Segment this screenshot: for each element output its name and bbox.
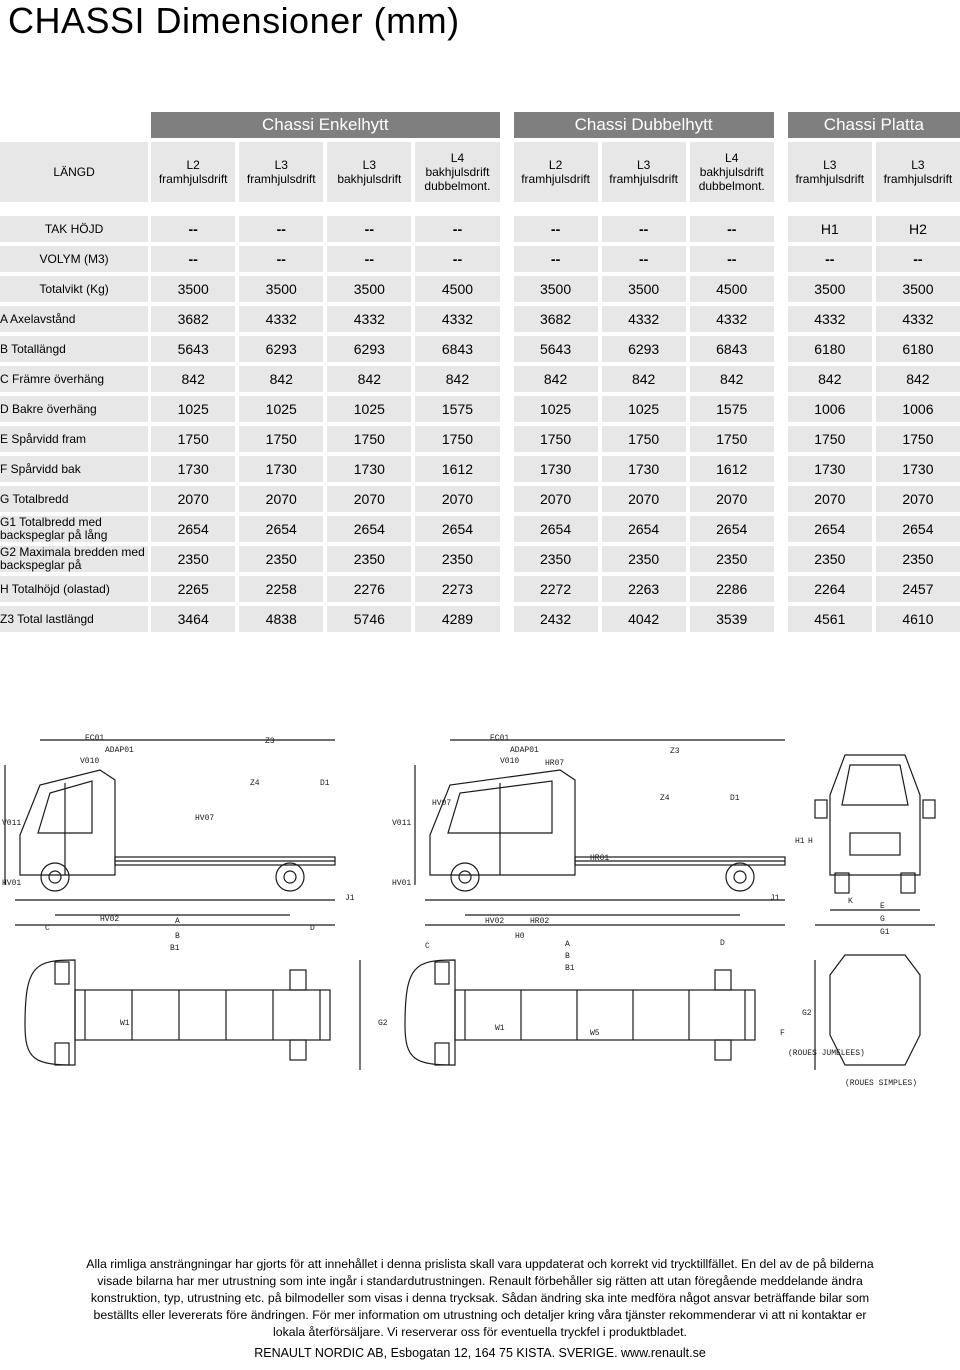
table-cell: 1750: [327, 426, 411, 456]
dimension-label: G: [880, 915, 885, 924]
front-view-drawing: [815, 755, 935, 1065]
table-row: [0, 606, 960, 636]
table-cell: 2264: [788, 576, 872, 606]
column-header: [690, 142, 774, 206]
table-cell: 1750: [876, 426, 960, 456]
table-cell: 3464: [151, 606, 235, 636]
dimension-label: V010: [500, 757, 520, 766]
column-header: [239, 142, 323, 206]
dimension-label: D1: [730, 794, 740, 803]
dimension-label: HV02: [485, 917, 505, 926]
mirror: [815, 800, 827, 818]
table-row: [0, 246, 960, 276]
dimension-label: B1: [565, 964, 575, 973]
table-cell: 4561: [788, 606, 872, 636]
table-cell: 3500: [151, 276, 235, 306]
table-cell: 1025: [327, 396, 411, 426]
double-cab-top-drawing: [405, 960, 815, 1070]
table-cell: 842: [876, 366, 960, 396]
table-cell: 3500: [239, 276, 323, 306]
table-cell: 2350: [327, 546, 411, 576]
dimension-label: J1: [770, 894, 780, 903]
column-header: [788, 142, 872, 206]
dimension-label: V011: [2, 819, 22, 828]
table-row: [0, 306, 960, 336]
table-cell: 2457: [876, 576, 960, 606]
table-cell: 2272: [514, 576, 598, 606]
table-cell: 1730: [151, 456, 235, 486]
table-cell: 1750: [690, 426, 774, 456]
dimension-label: H1: [795, 837, 805, 846]
table-cell: 4332: [876, 306, 960, 336]
table-cell: 1612: [415, 456, 499, 486]
table-cell: 4332: [788, 306, 872, 336]
column-header-line: L3: [274, 158, 288, 172]
row-label: D Bakre överhäng: [0, 396, 148, 426]
column-header-line: L4: [450, 151, 465, 165]
table-cell: 1750: [151, 426, 235, 456]
table-cell: --: [151, 216, 235, 246]
dimension-label: EC01: [490, 734, 510, 743]
table-cell: 1750: [415, 426, 499, 456]
dimension-label: F: [780, 1029, 785, 1038]
table-cell: 1750: [788, 426, 872, 456]
wheel-top: [290, 1040, 306, 1060]
wheel-top: [55, 1043, 69, 1065]
table-cell: 6293: [239, 336, 323, 366]
dimension-label: Z3: [670, 747, 680, 756]
table-cell: 5746: [327, 606, 411, 636]
wheel-top: [715, 1040, 731, 1060]
table-cell: 2265: [151, 576, 235, 606]
dimension-label: EC01: [85, 734, 105, 743]
table-cell: 4500: [415, 276, 499, 306]
company-address: RENAULT NORDIC AB, Esbogatan 12, 164 75 KISTA. SVERIGE. www.renault.se: [254, 1346, 706, 1360]
front-hub: [459, 871, 471, 883]
column-header-line: L2: [186, 158, 200, 172]
table-cell: 842: [514, 366, 598, 396]
column-header: [876, 142, 960, 206]
dimension-label: D: [310, 924, 315, 933]
table-cell: 1575: [415, 396, 499, 426]
row-label: G1 Totalbredd med backspeglar på lång: [0, 516, 148, 546]
table-cell: 1750: [239, 426, 323, 456]
table-cell: 2350: [151, 546, 235, 576]
table-cell: 1575: [690, 396, 774, 426]
dimension-label: HV07: [432, 799, 452, 808]
cab-top: [25, 960, 75, 1065]
table-cell: 3682: [514, 306, 598, 336]
column-header-line: L4: [725, 151, 739, 165]
table-row: [0, 216, 960, 246]
table-cell: --: [690, 216, 774, 246]
table-cell: 4042: [602, 606, 686, 636]
dimension-label: W5: [590, 1029, 600, 1038]
row-label: VOLYM (M3): [0, 246, 148, 276]
row-label: G Totalbredd: [0, 486, 148, 516]
wheel-front-view: [835, 873, 849, 893]
wheel-top: [55, 962, 69, 984]
table-cell: 2258: [239, 576, 323, 606]
table-row: [0, 456, 960, 486]
dimension-label: V011: [392, 819, 412, 828]
column-header-line: bakhjulsdrift: [337, 172, 402, 186]
dimension-label: HR01: [590, 854, 610, 863]
disclaimer-line: lokala återförsäljare. Vi reserverar oss för eventuella tryckfel i produktbladet.: [273, 1325, 687, 1339]
table-cell: 2070: [239, 486, 323, 516]
dimension-label: B1: [170, 944, 180, 953]
row-label: Z3 Total lastlängd: [0, 606, 148, 636]
dimension-label: HV01: [2, 879, 22, 888]
mirror: [923, 800, 935, 818]
table-cell: 842: [788, 366, 872, 396]
column-header-line: framhjulsdrift: [246, 172, 316, 186]
table-cell: 5643: [514, 336, 598, 366]
table-cell: 1612: [690, 456, 774, 486]
table-cell: 2654: [415, 516, 499, 546]
table-cell: 5643: [151, 336, 235, 366]
dimension-label: D: [720, 939, 725, 948]
grille: [850, 833, 900, 855]
table-cell: 1006: [876, 396, 960, 426]
table-cell: 2432: [514, 606, 598, 636]
table-cell: 6843: [415, 336, 499, 366]
wheel-front-view: [901, 873, 915, 893]
chassis-drawings: [0, 725, 960, 1095]
table-cell: 3500: [602, 276, 686, 306]
table-cell: --: [690, 246, 774, 276]
wheel-top: [435, 1043, 449, 1065]
table-cell: 3500: [788, 276, 872, 306]
table-cell: 4332: [239, 306, 323, 336]
table-cell: 2350: [415, 546, 499, 576]
table-cell: 2070: [151, 486, 235, 516]
column-header-line: bakhjulsdrift: [425, 165, 490, 179]
table-cell: 1750: [602, 426, 686, 456]
column-header: [327, 142, 411, 206]
table-cell: 3500: [327, 276, 411, 306]
table-row: [0, 276, 960, 306]
column-header-line: L3: [636, 158, 651, 172]
table-cell: --: [602, 246, 686, 276]
dimension-label: J1: [345, 894, 355, 903]
table-cell: 2654: [788, 516, 872, 546]
table-row: [0, 366, 960, 396]
dimension-label: HV02: [100, 915, 120, 924]
table-cell: --: [415, 216, 499, 246]
dimension-label: Z3: [265, 737, 275, 746]
dimension-label: W1: [495, 1024, 505, 1033]
table-cell: 2654: [151, 516, 235, 546]
table-cell: 3500: [514, 276, 598, 306]
dimension-label: (ROUES JUMELEES): [788, 1049, 865, 1058]
row-label: E Spårvidd fram: [0, 426, 148, 456]
column-header-line: L3: [911, 158, 925, 172]
dimension-label: ADAP01: [510, 746, 539, 755]
table-cell: --: [514, 216, 598, 246]
dimension-label: G2: [802, 1009, 812, 1018]
single-cab-side-drawing: [5, 740, 335, 925]
table-cell: 2350: [514, 546, 598, 576]
table-cell: 1730: [514, 456, 598, 486]
dimension-label: ADAP01: [105, 746, 134, 755]
double-cab-side-drawing: [415, 740, 785, 925]
table-cell: 2350: [239, 546, 323, 576]
table-cell: 842: [415, 366, 499, 396]
dimension-label: A: [565, 940, 570, 949]
table-cell: 2350: [602, 546, 686, 576]
dimension-label: G1: [880, 928, 890, 937]
table-cell: 6843: [690, 336, 774, 366]
table-cell: 6180: [876, 336, 960, 366]
dimension-label: C: [45, 924, 50, 933]
table-cell: 2654: [690, 516, 774, 546]
table-cell: --: [602, 216, 686, 246]
table-cell: 842: [690, 366, 774, 396]
row-label: F Spårvidd bak: [0, 456, 148, 486]
table-cell: 842: [602, 366, 686, 396]
frame-top: [75, 990, 330, 1040]
table-cell: 1025: [239, 396, 323, 426]
table-cell: 4332: [602, 306, 686, 336]
table-cell: 4332: [415, 306, 499, 336]
dimension-label: C: [425, 942, 430, 951]
table-row: [0, 336, 960, 366]
dimension-label: H: [808, 837, 813, 846]
table-cell: 3682: [151, 306, 235, 336]
disclaimer-line: konstruktion, typ, utrustning etc. på bilmodeller som visas i denna trycksak. Sådan ändring ska inte medföra något ansvar beträffande bilar som: [90, 1291, 870, 1305]
disclaimer-footer: [0, 1256, 960, 1362]
dimension-label: V010: [80, 757, 100, 766]
length-header: LÄNGD: [0, 142, 148, 206]
row-label: C Främre överhäng: [0, 366, 148, 396]
table-cell: 1730: [788, 456, 872, 486]
dimension-label: (ROUES SIMPLES): [845, 1079, 918, 1088]
table-row: [0, 486, 960, 516]
column-header-line: dubbelmont.: [698, 179, 765, 193]
group-header-enkelhytt: Chassi Enkelhytt: [151, 112, 499, 142]
dimension-label: HV07: [195, 814, 215, 823]
table-cell: 2654: [602, 516, 686, 546]
table-cell: 1730: [327, 456, 411, 486]
table-cell: 1750: [514, 426, 598, 456]
table-cell: 4332: [327, 306, 411, 336]
table-cell: 1730: [239, 456, 323, 486]
table-cell: 2263: [602, 576, 686, 606]
single-cab-top-drawing: [25, 960, 360, 1070]
table-cell: 842: [239, 366, 323, 396]
row-label: A Axelavstånd: [0, 306, 148, 336]
dimension-label: Z4: [660, 794, 670, 803]
dimension-label: D1: [320, 779, 330, 788]
table-cell: 6293: [602, 336, 686, 366]
table-row: [0, 576, 960, 606]
front-wheel: [41, 863, 69, 891]
column-header-line: L2: [548, 158, 563, 172]
table-cell: 2654: [239, 516, 323, 546]
dimension-label: G2: [378, 1019, 388, 1028]
row-label: H Totalhöjd (olastad): [0, 576, 148, 606]
table-cell: 1730: [602, 456, 686, 486]
windshield: [842, 765, 908, 805]
table-cell: 2070: [327, 486, 411, 516]
dimension-label: HV01: [392, 879, 412, 888]
front-outline: [830, 755, 920, 875]
column-header-line: framhjulsdrift: [883, 172, 953, 186]
wheel-top: [435, 962, 449, 984]
table-cell: 2350: [788, 546, 872, 576]
table-row: [0, 426, 960, 456]
table-cell: 1730: [876, 456, 960, 486]
dimension-label: H0: [515, 932, 525, 941]
table-cell: 3539: [690, 606, 774, 636]
table-cell: 4332: [690, 306, 774, 336]
table-cell: 842: [327, 366, 411, 396]
table-cell: 4500: [690, 276, 774, 306]
table-cell: 4610: [876, 606, 960, 636]
table-cell: 2654: [514, 516, 598, 546]
cab-top: [405, 960, 455, 1065]
dimension-label: B: [175, 932, 180, 941]
front-wheel: [451, 863, 479, 891]
table-cell: 2276: [327, 576, 411, 606]
rear-wheel: [726, 863, 754, 891]
dimension-label: W1: [120, 1019, 130, 1028]
cab-outline: [20, 770, 115, 875]
table-cell: --: [327, 246, 411, 276]
table-cell: --: [415, 246, 499, 276]
table-cell: 2070: [514, 486, 598, 516]
column-header-line: L3: [362, 158, 377, 172]
table-cell: 842: [151, 366, 235, 396]
row-label: B Totallängd: [0, 336, 148, 366]
dimension-label: HR02: [530, 917, 550, 926]
table-cell: --: [788, 246, 872, 276]
table-cell: --: [876, 246, 960, 276]
column-header-line: L3: [823, 158, 837, 172]
column-header: [151, 142, 235, 206]
column-header-line: bakhjulsdrift: [699, 165, 764, 179]
dimension-label: A: [175, 917, 180, 926]
table-cell: 2273: [415, 576, 499, 606]
row-label: Totalvikt (Kg): [0, 276, 148, 306]
row-label: TAK HÖJD: [0, 216, 148, 246]
front-hub: [49, 871, 61, 883]
dimension-label: HR07: [545, 759, 565, 768]
table-cell: 2070: [415, 486, 499, 516]
table-row: [0, 396, 960, 426]
table-row: [0, 546, 960, 576]
disclaimer-line: visade bilarna har mer utrustning som inte ingår i standardutrustningen. Renault förbehåller sig rätten att utan föregående meddelande ändra: [97, 1274, 863, 1288]
row-label: G2 Maximala bredden med backspeglar på: [0, 546, 148, 576]
rear-wheel: [276, 863, 304, 891]
column-header-line: framhjulsdrift: [158, 172, 228, 186]
disclaimer-line: beställts eller levererats före ändringen. För mer information om utrustning och detaljer kring våra tjänster rekommenderar vi att ni kontaktar er: [93, 1308, 867, 1322]
table-cell: 2350: [876, 546, 960, 576]
table-cell: 2654: [327, 516, 411, 546]
table-cell: --: [239, 216, 323, 246]
column-header-line: framhjulsdrift: [795, 172, 865, 186]
table-cell: 2070: [876, 486, 960, 516]
rear-hub: [284, 871, 296, 883]
dimension-label: Z4: [250, 779, 260, 788]
table-cell: --: [327, 216, 411, 246]
table-cell: --: [514, 246, 598, 276]
wheel-top: [290, 970, 306, 990]
dimension-label: E: [880, 902, 885, 911]
group-header-dubbelhytt: Chassi Dubbelhytt: [514, 112, 774, 142]
table-cell: 1006: [788, 396, 872, 426]
disclaimer-line: Alla rimliga ansträngningar har gjorts för att innehållet i denna prislista skall vara uppdaterat och korrekt vid trycktillfället. En del av de på bilderna: [86, 1257, 874, 1271]
rear-hub: [734, 871, 746, 883]
table-cell: 2286: [690, 576, 774, 606]
table-cell: 2070: [788, 486, 872, 516]
table-cell: 2070: [690, 486, 774, 516]
table-cell: 6180: [788, 336, 872, 366]
table-cell: 4838: [239, 606, 323, 636]
table-cell: --: [151, 246, 235, 276]
table-cell: 1025: [514, 396, 598, 426]
table-cell: 2070: [602, 486, 686, 516]
table-cell: --: [239, 246, 323, 276]
page-title: CHASSI Dimensioner (mm): [8, 0, 460, 41]
wheel-top: [715, 970, 731, 990]
table-cell: H1: [788, 216, 872, 246]
table-cell: H2: [876, 216, 960, 246]
table-cell: 6293: [327, 336, 411, 366]
table-cell: 1025: [602, 396, 686, 426]
table-cell: 2350: [690, 546, 774, 576]
dimension-label: K: [848, 897, 853, 906]
group-header-platta: Chassi Platta: [788, 112, 960, 142]
dimensions-table: [0, 112, 960, 636]
column-header: [415, 142, 499, 206]
table-row: [0, 516, 960, 546]
column-header-line: framhjulsdrift: [521, 172, 590, 186]
table-cell: 3500: [876, 276, 960, 306]
table-cell: 4289: [415, 606, 499, 636]
column-header-line: framhjulsdrift: [609, 172, 678, 186]
table-cell: 1025: [151, 396, 235, 426]
column-header: [514, 142, 598, 206]
table-cell: 2654: [876, 516, 960, 546]
column-header-line: dubbelmont.: [424, 179, 491, 193]
column-header: [602, 142, 686, 206]
dimension-label: B: [565, 952, 570, 961]
